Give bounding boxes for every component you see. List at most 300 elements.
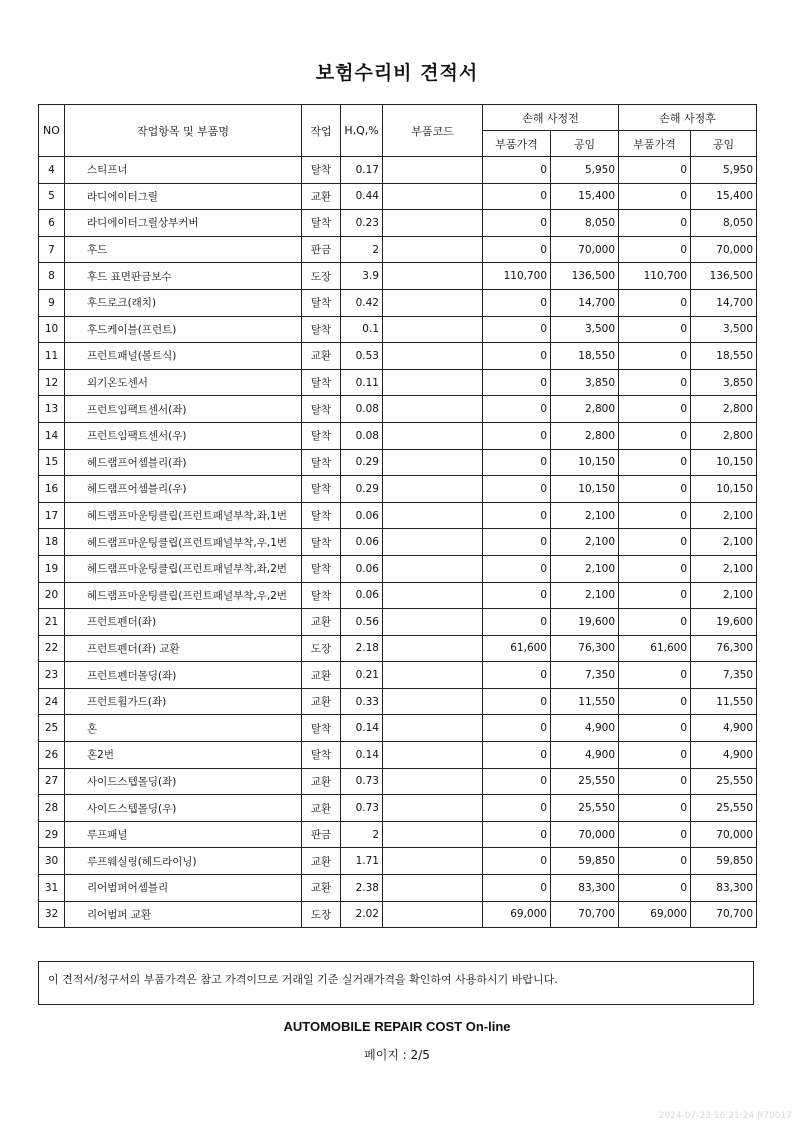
price-notice: 이 견적서/청구서의 부품가격은 참고 가격이므로 거래일 기준 실거래가격을 확인하여 사용하시기 바랍니다. [38, 961, 754, 1005]
row-before-part-price: 0 [483, 848, 551, 875]
row-work-type: 탈착 [302, 396, 341, 423]
row-after-labor: 25,550 [691, 795, 757, 822]
row-no: 8 [39, 263, 65, 290]
row-after-labor: 18,550 [691, 343, 757, 370]
row-item-name: 프런트패널(볼트식) [65, 343, 302, 370]
header-no: NO [39, 105, 65, 157]
row-before-part-price: 0 [483, 529, 551, 556]
row-hq: 0.14 [341, 742, 383, 769]
row-before-labor: 2,800 [551, 396, 619, 423]
row-before-labor: 2,100 [551, 502, 619, 529]
row-hq: 2.18 [341, 635, 383, 662]
row-part-code [383, 396, 483, 423]
row-after-part-price: 61,600 [619, 635, 691, 662]
row-no: 17 [39, 502, 65, 529]
row-before-labor: 70,700 [551, 901, 619, 928]
row-item-name: 후드 표면판금보수 [65, 263, 302, 290]
row-item-name: 헤드램프마운팅클립(프런트패널부착,우,1번 [65, 529, 302, 556]
table-row [39, 875, 757, 902]
row-no: 19 [39, 555, 65, 582]
row-item-name: 프런트임팩트센서(좌) [65, 396, 302, 423]
row-after-labor: 19,600 [691, 609, 757, 636]
row-work-type: 탈착 [302, 502, 341, 529]
row-before-part-price: 0 [483, 476, 551, 503]
row-before-part-price: 0 [483, 715, 551, 742]
row-after-part-price: 0 [619, 529, 691, 556]
row-item-name: 루프웨실링(헤드라이닝) [65, 848, 302, 875]
row-before-labor: 76,300 [551, 635, 619, 662]
row-part-code [383, 821, 483, 848]
row-before-labor: 8,050 [551, 210, 619, 237]
row-before-part-price: 0 [483, 768, 551, 795]
row-before-part-price: 0 [483, 502, 551, 529]
row-part-code [383, 316, 483, 343]
row-no: 30 [39, 848, 65, 875]
row-work-type: 교환 [302, 183, 341, 210]
row-after-part-price: 0 [619, 396, 691, 423]
row-after-labor: 8,050 [691, 210, 757, 237]
row-work-type: 판금 [302, 236, 341, 263]
row-after-part-price: 0 [619, 742, 691, 769]
row-before-labor: 4,900 [551, 742, 619, 769]
row-after-part-price: 0 [619, 343, 691, 370]
header-after-labor: 공임 [691, 131, 757, 157]
row-after-labor: 83,300 [691, 875, 757, 902]
row-part-code [383, 502, 483, 529]
row-part-code [383, 662, 483, 689]
row-before-part-price: 0 [483, 289, 551, 316]
row-after-part-price: 0 [619, 449, 691, 476]
row-no: 18 [39, 529, 65, 556]
row-after-labor: 11,550 [691, 688, 757, 715]
row-after-part-price: 0 [619, 609, 691, 636]
row-part-code [383, 688, 483, 715]
row-before-labor: 70,000 [551, 821, 619, 848]
table-row [39, 236, 757, 263]
row-before-part-price: 0 [483, 875, 551, 902]
row-after-labor: 76,300 [691, 635, 757, 662]
row-hq: 0.73 [341, 768, 383, 795]
row-no: 16 [39, 476, 65, 503]
row-before-labor: 11,550 [551, 688, 619, 715]
row-work-type: 탈착 [302, 476, 341, 503]
row-after-part-price: 0 [619, 316, 691, 343]
row-hq: 0.11 [341, 369, 383, 396]
row-before-labor: 15,400 [551, 183, 619, 210]
row-part-code [383, 422, 483, 449]
row-work-type: 탈착 [302, 157, 341, 184]
row-after-part-price: 0 [619, 369, 691, 396]
table-row [39, 343, 757, 370]
row-hq: 2.38 [341, 875, 383, 902]
row-before-part-price: 0 [483, 795, 551, 822]
row-before-part-price: 0 [483, 742, 551, 769]
row-after-labor: 2,100 [691, 582, 757, 609]
row-after-labor: 70,700 [691, 901, 757, 928]
row-part-code [383, 289, 483, 316]
estimate-rows [39, 157, 757, 928]
row-before-labor: 14,700 [551, 289, 619, 316]
row-work-type: 교환 [302, 768, 341, 795]
row-part-code [383, 236, 483, 263]
row-before-part-price: 0 [483, 210, 551, 237]
row-after-labor: 5,950 [691, 157, 757, 184]
row-work-type: 교환 [302, 662, 341, 689]
row-hq: 0.06 [341, 502, 383, 529]
row-item-name: 사이드스텝몰딩(우) [65, 795, 302, 822]
row-before-part-price: 0 [483, 157, 551, 184]
header-after-assessment: 손해 사정후 [619, 105, 757, 131]
row-no: 24 [39, 688, 65, 715]
table-row [39, 422, 757, 449]
row-part-code [383, 848, 483, 875]
row-hq: 2.02 [341, 901, 383, 928]
row-hq: 0.14 [341, 715, 383, 742]
row-after-labor: 2,800 [691, 396, 757, 423]
row-item-name: 프런트펜더(좌) 교환 [65, 635, 302, 662]
row-item-name: 후드 [65, 236, 302, 263]
row-work-type: 탈착 [302, 715, 341, 742]
row-after-part-price: 0 [619, 422, 691, 449]
table-row [39, 396, 757, 423]
row-after-labor: 2,100 [691, 502, 757, 529]
row-before-part-price: 0 [483, 422, 551, 449]
table-row [39, 449, 757, 476]
row-item-name: 라디에이터그릴상부커버 [65, 210, 302, 237]
row-hq: 0.17 [341, 157, 383, 184]
row-before-labor: 136,500 [551, 263, 619, 290]
table-row [39, 609, 757, 636]
row-hq: 0.44 [341, 183, 383, 210]
row-after-labor: 10,150 [691, 449, 757, 476]
row-part-code [383, 742, 483, 769]
row-item-name: 후드케이블(프런트) [65, 316, 302, 343]
row-item-name: 헤드램프마운팅클립(프런트패널부착,우,2번 [65, 582, 302, 609]
row-work-type: 도장 [302, 635, 341, 662]
table-row [39, 768, 757, 795]
row-hq: 0.06 [341, 582, 383, 609]
row-before-labor: 10,150 [551, 449, 619, 476]
row-no: 32 [39, 901, 65, 928]
row-before-labor: 2,100 [551, 529, 619, 556]
row-part-code [383, 768, 483, 795]
header-work: 작업 [302, 105, 341, 157]
row-before-labor: 2,100 [551, 555, 619, 582]
header-item: 작업항목 및 부품명 [65, 105, 302, 157]
row-after-part-price: 110,700 [619, 263, 691, 290]
row-hq: 0.08 [341, 396, 383, 423]
document-title: 보험수리비 견적서 [315, 62, 479, 84]
row-after-part-price: 69,000 [619, 901, 691, 928]
row-item-name: 헤드램프어셈블리(좌) [65, 449, 302, 476]
row-after-part-price: 0 [619, 157, 691, 184]
row-after-part-price: 0 [619, 555, 691, 582]
table-row [39, 848, 757, 875]
row-hq: 0.56 [341, 609, 383, 636]
row-no: 26 [39, 742, 65, 769]
row-after-labor: 2,100 [691, 555, 757, 582]
row-part-code [383, 210, 483, 237]
row-item-name: 리어범퍼 교환 [65, 901, 302, 928]
row-work-type: 교환 [302, 688, 341, 715]
row-item-name: 혼 [65, 715, 302, 742]
row-hq: 0.29 [341, 476, 383, 503]
table-row [39, 821, 757, 848]
row-after-labor: 10,150 [691, 476, 757, 503]
row-no: 31 [39, 875, 65, 902]
row-no: 4 [39, 157, 65, 184]
row-after-labor: 25,550 [691, 768, 757, 795]
row-part-code [383, 369, 483, 396]
row-after-part-price: 0 [619, 848, 691, 875]
table-row [39, 582, 757, 609]
row-item-name: 외기온도센서 [65, 369, 302, 396]
row-after-labor: 59,850 [691, 848, 757, 875]
row-no: 5 [39, 183, 65, 210]
row-no: 25 [39, 715, 65, 742]
row-no: 28 [39, 795, 65, 822]
row-after-part-price: 0 [619, 715, 691, 742]
row-after-labor: 14,700 [691, 289, 757, 316]
row-after-labor: 2,800 [691, 422, 757, 449]
row-item-name: 혼2번 [65, 742, 302, 769]
row-before-labor: 25,550 [551, 768, 619, 795]
row-before-part-price: 0 [483, 821, 551, 848]
row-part-code [383, 609, 483, 636]
row-hq: 0.23 [341, 210, 383, 237]
row-hq: 1.71 [341, 848, 383, 875]
table-row [39, 901, 757, 928]
table-row [39, 316, 757, 343]
table-row [39, 369, 757, 396]
row-before-labor: 2,800 [551, 422, 619, 449]
row-work-type: 판금 [302, 821, 341, 848]
row-part-code [383, 157, 483, 184]
table-row [39, 529, 757, 556]
row-item-name: 프런트휠가드(좌) [65, 688, 302, 715]
row-before-labor: 25,550 [551, 795, 619, 822]
print-timestamp: 2024-07-23 16:21:24 R70017 [658, 1111, 792, 1121]
row-part-code [383, 715, 483, 742]
row-before-part-price: 0 [483, 555, 551, 582]
row-after-part-price: 0 [619, 502, 691, 529]
row-no: 7 [39, 236, 65, 263]
row-before-labor: 70,000 [551, 236, 619, 263]
row-before-labor: 5,950 [551, 157, 619, 184]
row-item-name: 프런트펜더(좌) [65, 609, 302, 636]
table-row [39, 555, 757, 582]
row-before-labor: 19,600 [551, 609, 619, 636]
row-item-name: 후드로크(래치) [65, 289, 302, 316]
row-after-part-price: 0 [619, 183, 691, 210]
row-before-labor: 59,850 [551, 848, 619, 875]
row-after-part-price: 0 [619, 688, 691, 715]
table-row [39, 157, 757, 184]
table-row [39, 742, 757, 769]
row-part-code [383, 529, 483, 556]
row-hq: 0.06 [341, 529, 383, 556]
row-no: 10 [39, 316, 65, 343]
row-after-part-price: 0 [619, 236, 691, 263]
row-before-labor: 18,550 [551, 343, 619, 370]
row-after-labor: 4,900 [691, 715, 757, 742]
table-row [39, 210, 757, 237]
row-item-name: 헤드램프마운팅클립(프런트패널부착,좌,2번 [65, 555, 302, 582]
header-before-assessment: 손해 사정전 [483, 105, 619, 131]
row-hq: 2 [341, 821, 383, 848]
table-row [39, 635, 757, 662]
row-hq: 0.08 [341, 422, 383, 449]
row-work-type: 교환 [302, 848, 341, 875]
table-row [39, 715, 757, 742]
row-hq: 0.53 [341, 343, 383, 370]
table-row [39, 502, 757, 529]
row-part-code [383, 555, 483, 582]
row-part-code [383, 263, 483, 290]
row-before-labor: 3,500 [551, 316, 619, 343]
row-after-labor: 15,400 [691, 183, 757, 210]
row-before-labor: 4,900 [551, 715, 619, 742]
row-after-labor: 136,500 [691, 263, 757, 290]
row-after-part-price: 0 [619, 821, 691, 848]
row-work-type: 탈착 [302, 316, 341, 343]
row-after-labor: 70,000 [691, 236, 757, 263]
estimate-table [38, 104, 757, 928]
row-after-part-price: 0 [619, 768, 691, 795]
row-hq: 0.33 [341, 688, 383, 715]
row-item-name: 라디에이터그릴 [65, 183, 302, 210]
row-before-part-price: 61,600 [483, 635, 551, 662]
row-part-code [383, 343, 483, 370]
row-part-code [383, 875, 483, 902]
row-no: 9 [39, 289, 65, 316]
row-before-labor: 10,150 [551, 476, 619, 503]
row-after-part-price: 0 [619, 476, 691, 503]
row-work-type: 탈착 [302, 422, 341, 449]
row-after-part-price: 0 [619, 662, 691, 689]
table-row [39, 263, 757, 290]
row-no: 27 [39, 768, 65, 795]
row-work-type: 교환 [302, 343, 341, 370]
row-before-labor: 7,350 [551, 662, 619, 689]
row-part-code [383, 795, 483, 822]
row-no: 6 [39, 210, 65, 237]
table-row [39, 662, 757, 689]
row-before-part-price: 0 [483, 316, 551, 343]
row-work-type: 탈착 [302, 529, 341, 556]
row-part-code [383, 476, 483, 503]
page-number: 페이지 : 2/5 [364, 1048, 430, 1062]
row-no: 21 [39, 609, 65, 636]
row-after-labor: 7,350 [691, 662, 757, 689]
header-after-part-price: 부품가격 [619, 131, 691, 157]
row-before-part-price: 110,700 [483, 263, 551, 290]
row-before-part-price: 0 [483, 688, 551, 715]
row-before-labor: 3,850 [551, 369, 619, 396]
row-item-name: 사이드스텝몰딩(좌) [65, 768, 302, 795]
row-before-labor: 2,100 [551, 582, 619, 609]
row-after-part-price: 0 [619, 582, 691, 609]
row-before-part-price: 0 [483, 396, 551, 423]
table-row [39, 289, 757, 316]
row-after-part-price: 0 [619, 795, 691, 822]
row-before-part-price: 0 [483, 236, 551, 263]
row-part-code [383, 582, 483, 609]
row-work-type: 탈착 [302, 582, 341, 609]
row-work-type: 교환 [302, 875, 341, 902]
header-before-labor: 공임 [551, 131, 619, 157]
row-after-part-price: 0 [619, 289, 691, 316]
row-part-code [383, 635, 483, 662]
row-after-labor: 2,100 [691, 529, 757, 556]
header-part-code: 부품코드 [383, 105, 483, 157]
row-work-type: 도장 [302, 901, 341, 928]
table-row [39, 476, 757, 503]
row-work-type: 탈착 [302, 289, 341, 316]
row-before-part-price: 0 [483, 582, 551, 609]
row-hq: 3.9 [341, 263, 383, 290]
row-no: 12 [39, 369, 65, 396]
row-no: 11 [39, 343, 65, 370]
row-no: 23 [39, 662, 65, 689]
row-no: 13 [39, 396, 65, 423]
row-after-part-price: 0 [619, 875, 691, 902]
row-hq: 0.29 [341, 449, 383, 476]
row-item-name: 루프패널 [65, 821, 302, 848]
row-no: 22 [39, 635, 65, 662]
row-part-code [383, 449, 483, 476]
row-hq: 0.21 [341, 662, 383, 689]
row-item-name: 프런트펜더몰딩(좌) [65, 662, 302, 689]
row-work-type: 탈착 [302, 369, 341, 396]
row-after-part-price: 0 [619, 210, 691, 237]
row-after-labor: 3,500 [691, 316, 757, 343]
row-before-labor: 83,300 [551, 875, 619, 902]
row-hq: 0.06 [341, 555, 383, 582]
row-work-type: 탈착 [302, 555, 341, 582]
row-before-part-price: 0 [483, 609, 551, 636]
row-hq: 2 [341, 236, 383, 263]
row-work-type: 교환 [302, 795, 341, 822]
row-hq: 0.42 [341, 289, 383, 316]
row-before-part-price: 0 [483, 343, 551, 370]
header-before-part-price: 부품가격 [483, 131, 551, 157]
row-item-name: 리어범퍼어셈블리 [65, 875, 302, 902]
footer-brand: AUTOMOBILE REPAIR COST On-line [283, 1019, 511, 1034]
row-work-type: 도장 [302, 263, 341, 290]
row-after-labor: 70,000 [691, 821, 757, 848]
row-no: 29 [39, 821, 65, 848]
row-after-labor: 3,850 [691, 369, 757, 396]
table-row [39, 183, 757, 210]
table-row [39, 688, 757, 715]
table-row [39, 795, 757, 822]
row-part-code [383, 183, 483, 210]
row-work-type: 탈착 [302, 449, 341, 476]
row-item-name: 헤드램프마운팅클립(프런트패널부착,좌,1번 [65, 502, 302, 529]
row-no: 14 [39, 422, 65, 449]
row-before-part-price: 0 [483, 183, 551, 210]
header-hq: H,Q,% [341, 105, 383, 157]
row-item-name: 헤드램프어셈블리(우) [65, 476, 302, 503]
row-before-part-price: 0 [483, 449, 551, 476]
row-before-part-price: 0 [483, 369, 551, 396]
row-work-type: 탈착 [302, 742, 341, 769]
row-item-name: 스티프너 [65, 157, 302, 184]
row-work-type: 교환 [302, 609, 341, 636]
row-before-part-price: 0 [483, 662, 551, 689]
row-work-type: 탈착 [302, 210, 341, 237]
